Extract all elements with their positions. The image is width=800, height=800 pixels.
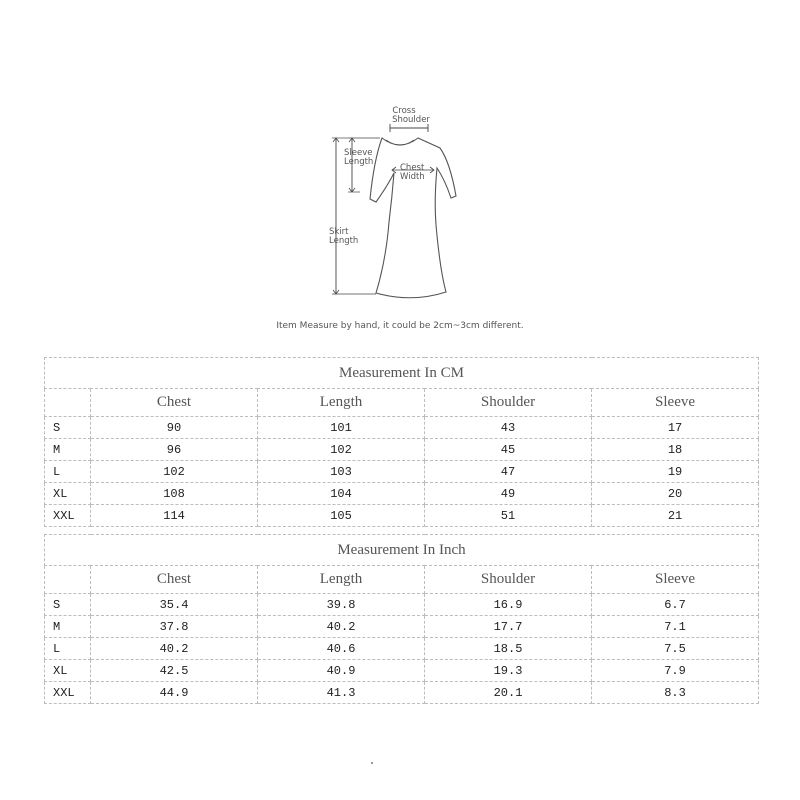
shoulder-value: 43 xyxy=(425,417,592,439)
chest-value: 114 xyxy=(91,505,258,527)
shoulder-value: 51 xyxy=(425,505,592,527)
length-value: 40.6 xyxy=(258,638,425,660)
length-value: 105 xyxy=(258,505,425,527)
shoulder-value: 45 xyxy=(425,439,592,461)
header-shoulder: Shoulder xyxy=(425,389,592,417)
dress-measurement-diagram xyxy=(300,100,500,310)
sleeve-value: 18 xyxy=(592,439,759,461)
table-row xyxy=(45,417,759,439)
dress-outline-icon xyxy=(300,100,500,310)
shoulder-value: 47 xyxy=(425,461,592,483)
length-value: 39.8 xyxy=(258,594,425,616)
table-row xyxy=(45,505,759,527)
sleeve-value: 8.3 xyxy=(592,682,759,704)
shoulder-value: 20.1 xyxy=(425,682,592,704)
sleeve-value: 20 xyxy=(592,483,759,505)
length-value: 102 xyxy=(258,439,425,461)
size-label: XL xyxy=(45,483,91,505)
sleeve-value: 7.5 xyxy=(592,638,759,660)
size-label: M xyxy=(45,616,91,638)
sleeve-value: 21 xyxy=(592,505,759,527)
size-label: S xyxy=(45,417,91,439)
shoulder-value: 49 xyxy=(425,483,592,505)
header-sleeve: Sleeve xyxy=(592,566,759,594)
measurement-table-inch xyxy=(44,534,759,704)
header-length: Length xyxy=(258,389,425,417)
size-label: M xyxy=(45,439,91,461)
chest-value: 42.5 xyxy=(91,660,258,682)
shoulder-value: 16.9 xyxy=(425,594,592,616)
shoulder-value: 17.7 xyxy=(425,616,592,638)
header-chest: Chest xyxy=(91,566,258,594)
sleeve-value: 19 xyxy=(592,461,759,483)
shoulder-value: 19.3 xyxy=(425,660,592,682)
chest-value: 96 xyxy=(91,439,258,461)
header-shoulder: Shoulder xyxy=(425,566,592,594)
skirt-length-label-line1: Skirt xyxy=(329,227,349,237)
header-blank xyxy=(45,566,91,594)
measurement-table-cm xyxy=(44,357,759,527)
chest-width-label-line2: Width xyxy=(400,172,425,182)
header-chest: Chest xyxy=(91,389,258,417)
stray-dot xyxy=(371,762,373,764)
length-value: 103 xyxy=(258,461,425,483)
table-title: Measurement In Inch xyxy=(45,535,759,566)
sleeve-value: 6.7 xyxy=(592,594,759,616)
table-row xyxy=(45,594,759,616)
chest-value: 35.4 xyxy=(91,594,258,616)
cross-shoulder-label-line1: Cross xyxy=(392,106,416,116)
cross-shoulder-label-line2: Shoulder xyxy=(392,115,430,125)
length-value: 40.9 xyxy=(258,660,425,682)
chest-value: 40.2 xyxy=(91,638,258,660)
sleeve-value: 17 xyxy=(592,417,759,439)
size-label: S xyxy=(45,594,91,616)
shoulder-value: 18.5 xyxy=(425,638,592,660)
chest-value: 90 xyxy=(91,417,258,439)
table-row xyxy=(45,638,759,660)
size-label: XXL xyxy=(45,505,91,527)
table-row xyxy=(45,660,759,682)
chest-value: 44.9 xyxy=(91,682,258,704)
header-length: Length xyxy=(258,566,425,594)
measure-note: Item Measure by hand, it could be 2cm~3cm different. xyxy=(276,321,524,331)
size-label: XXL xyxy=(45,682,91,704)
length-value: 104 xyxy=(258,483,425,505)
chest-width-label-line1: Chest xyxy=(400,163,425,173)
table-row xyxy=(45,439,759,461)
length-value: 41.3 xyxy=(258,682,425,704)
chest-value: 102 xyxy=(91,461,258,483)
chest-value: 108 xyxy=(91,483,258,505)
length-value: 101 xyxy=(258,417,425,439)
size-label: XL xyxy=(45,660,91,682)
length-value: 40.2 xyxy=(258,616,425,638)
table-row xyxy=(45,461,759,483)
header-sleeve: Sleeve xyxy=(592,389,759,417)
skirt-length-label-line2: Length xyxy=(329,236,359,246)
sleeve-value: 7.9 xyxy=(592,660,759,682)
table-row xyxy=(45,483,759,505)
table-row xyxy=(45,682,759,704)
sleeve-value: 7.1 xyxy=(592,616,759,638)
header-blank xyxy=(45,389,91,417)
table-title: Measurement In CM xyxy=(45,358,759,389)
sleeve-length-label-line1: Sleeve xyxy=(344,148,373,158)
chest-value: 37.8 xyxy=(91,616,258,638)
size-label: L xyxy=(45,638,91,660)
table-row xyxy=(45,616,759,638)
size-label: L xyxy=(45,461,91,483)
sleeve-length-label-line2: Length xyxy=(344,157,374,167)
